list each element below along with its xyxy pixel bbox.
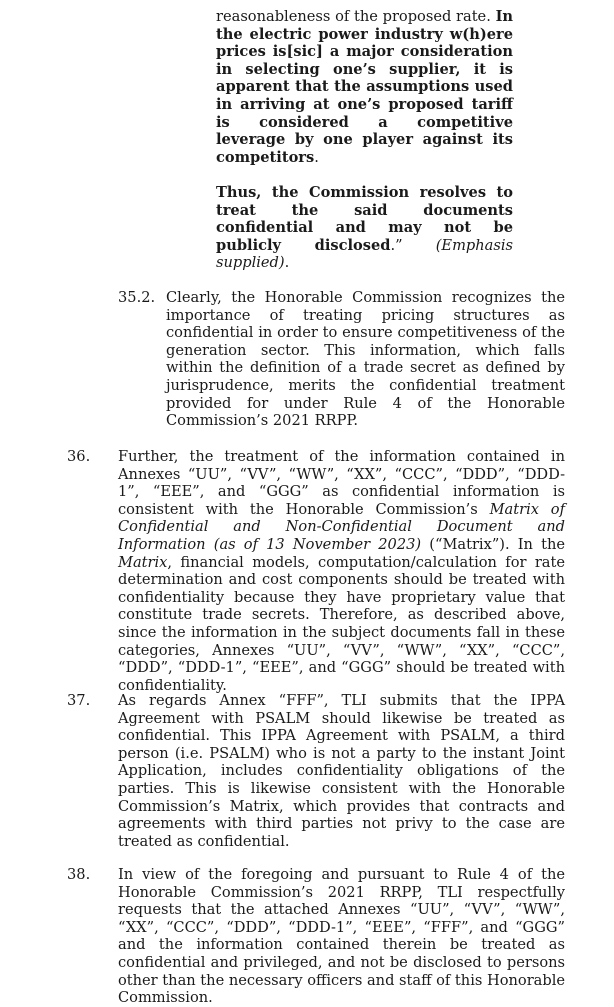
paragraph-number: 36. xyxy=(67,448,91,465)
matrix-title: Matrix of Confidential and Non-Confidential Document and Information (as of 13 November 2023) xyxy=(118,500,565,553)
quote-resolution-text: Thus, the Commission resolves to treat the said documents confidential and may not be publicly disclosed xyxy=(216,183,513,254)
paragraph-text xyxy=(118,448,565,694)
quote-paragraph-1 xyxy=(216,8,513,166)
quote-paragraph-2 xyxy=(216,184,513,272)
paragraph-number: 38. xyxy=(67,866,91,883)
paragraph-36-text-c: , financial models, computation/calculation for rate determination and cost components should be treated with confidentiality because they have proprietary value that constitute trade secrets. Therefore, as described above, since the information in the subject documents fall in these categories, Annexes “UU”, “VV”, “WW”, “XX”, “CCC”, “DDD”, “DDD-1”, “EEE”, and “GGG” should be treated with confidentiality. xyxy=(118,553,565,694)
emphasis-supplied-note: (Emphasis supplied) xyxy=(216,236,513,272)
paragraph-text: In view of the foregoing and pursuant to Rule 4 of the Honorable Commission’s 2021 RRPP, TLI respectfully requests that the attached Annexes “UU”, “VV”, “WW”, “XX”, “CCC”, “DDD”, “DDD-1”, “EEE”, “FFF”, and “GGG” and the information contained therein be treated as confidential and privileged, and not be disclosed to persons other than the necessary officers and staff of this Honorable Commission. xyxy=(118,866,566,1007)
paragraph-text: Clearly, the Honorable Commission recognizes the importance of treating pricing structures as confidential in order to ensure competitiveness of the generation sector. This information, which falls within the definition of a trade secret as defined by jurisprudence, merits the confidential treatment provided for under Rule 4 of the Honorable Commission’s 2021 RRPP. xyxy=(166,289,565,430)
quote-close-mark: .” xyxy=(390,236,436,254)
paragraph-number: 35.2. xyxy=(118,289,156,306)
quote-period: . xyxy=(314,148,319,166)
paragraph-36-text-a: Further, the treatment of the information contained in Annexes “UU”, “VV”, “WW”, “XX”, “CCC”, “DDD”, “DDD-1”, “EEE”, and “GGG” as confidential information is consistent with the Honorable Commission’s xyxy=(118,448,565,518)
quote-end-period: . xyxy=(284,254,290,272)
quote-lead-text: reasonableness of the proposed rate. xyxy=(216,8,496,25)
paragraph-number: 37. xyxy=(67,692,91,709)
paragraph-36-text-b: (“Matrix”). In the xyxy=(421,535,566,553)
paragraph-text: As regards Annex “FFF”, TLI submits that the IPPA Agreement with PSALM should likewise be treated as confidential. This IPPA Agreement with PSALM, a third person (i.e. PSALM) who is not a party to the instant Joint Application, includes confidentiality obligations of the parties. This is likewise consistent with the Honorable Commission’s Matrix, which provides that contracts and agreements with third parties not privy to the case are treated as confidential. xyxy=(118,692,565,850)
block-quote xyxy=(216,8,513,272)
quote-emphasis-text: In the electric power industry w(h)ere prices is[sic] a major consideration in selecting one’s supplier, it is apparent that the assumptions used in arriving at one’s proposed tariff is considered a competitive leverage by one player against its competitors xyxy=(216,8,513,166)
matrix-reference: Matrix xyxy=(118,553,168,571)
